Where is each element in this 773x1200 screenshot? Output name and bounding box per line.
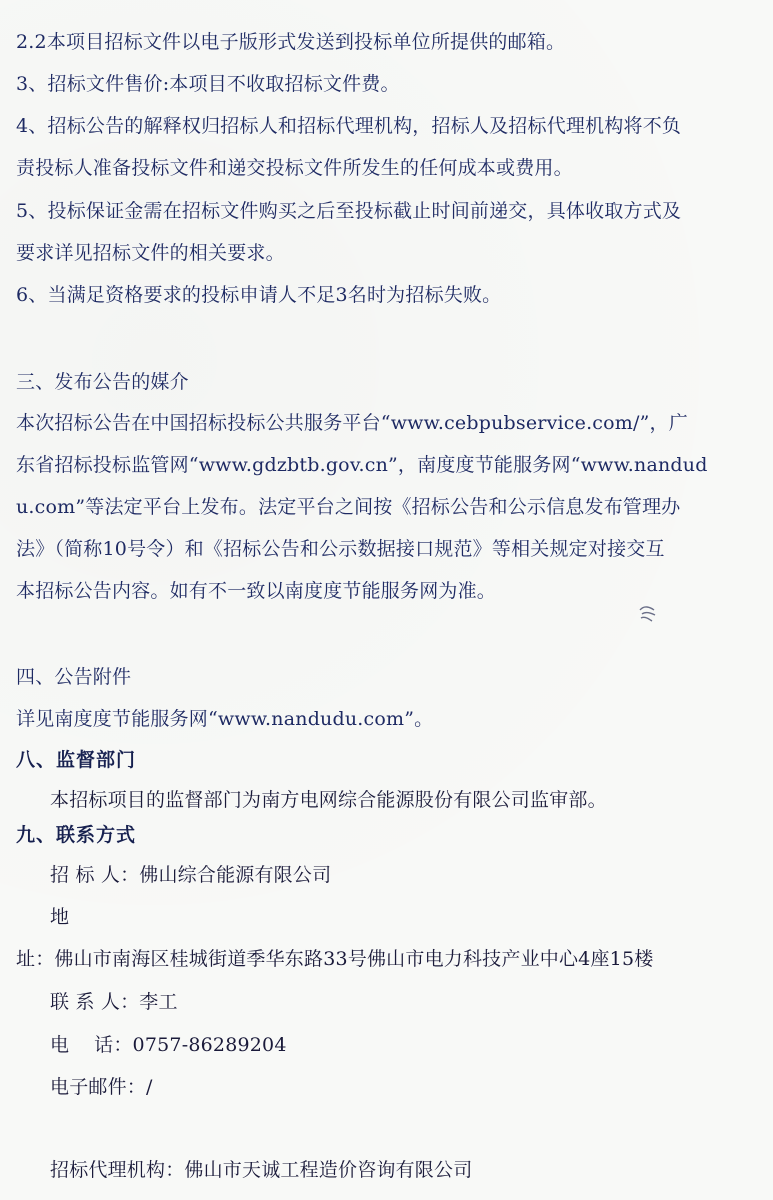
item-5-line-1: 5、投标保证金需在招标文件购买之后至投标截止时间前递交，具体收取方式及	[16, 200, 682, 222]
scan-smudge-icon	[636, 602, 660, 626]
section-supervision-heading: 八、监督部门	[16, 749, 137, 771]
media-line-2: 东省招标投标监管网“www.gdzbtb.gov.cn”，南度度节能服务网“www.nandud	[16, 454, 708, 476]
media-line-3: u.com”等法定平台上发布。法定平台之间按《招标公告和公示信息发布管理办	[16, 496, 681, 518]
contact-agency: 招标代理机构：佛山市天诚工程造价咨询有限公司	[50, 1159, 473, 1181]
media-line-4: 法》（简称10号令）和《招标公告和公示数据接口规范》等相关规定对接交互	[16, 538, 665, 560]
item-4-line-1: 4、招标公告的解释权归招标人和招标代理机构，招标人及招标代理机构将不负	[16, 115, 682, 137]
section-media-heading: 三、发布公告的媒介	[16, 371, 189, 393]
contact-tenderer: 招 标 人：佛山综合能源有限公司	[50, 864, 332, 886]
media-line-1: 本次招标公告在中国招标投标公共服务平台“www.cebpubservice.com/”，广	[16, 412, 688, 434]
attachment-text: 详见南度度节能服务网“www.nandudu.com”。	[16, 708, 434, 730]
contact-email: 电子邮件：/	[50, 1076, 153, 1098]
contact-person: 联 系 人：李工	[50, 991, 178, 1013]
media-line-5: 本招标公告内容。如有不一致以南度度节能服务网为准。	[16, 580, 497, 602]
contact-address-label: 地	[50, 906, 70, 928]
item-2-2: 2.2本项目招标文件以电子版形式发送到投标单位所提供的邮箱。	[16, 31, 566, 53]
supervision-text: 本招标项目的监督部门为南方电网综合能源股份有限公司监审部。	[50, 789, 607, 811]
section-contact-heading: 九、联系方式	[16, 824, 137, 846]
item-4-line-2: 责投标人准备投标文件和递交投标文件所发生的任何成本或费用。	[16, 157, 573, 179]
item-6: 6、当满足资格要求的投标申请人不足3名时为招标失败。	[16, 284, 502, 306]
item-3: 3、招标文件售价:本项目不收取招标文件费。	[16, 73, 400, 95]
contact-address: 址：佛山市南海区桂城街道季华东路33号佛山市电力科技产业中心4座15楼	[16, 948, 654, 970]
section-attachment-heading: 四、公告附件	[16, 666, 132, 688]
contact-phone: 电 话：0757-86289204	[50, 1034, 287, 1056]
item-5-line-2: 要求详见招标文件的相关要求。	[16, 242, 285, 264]
